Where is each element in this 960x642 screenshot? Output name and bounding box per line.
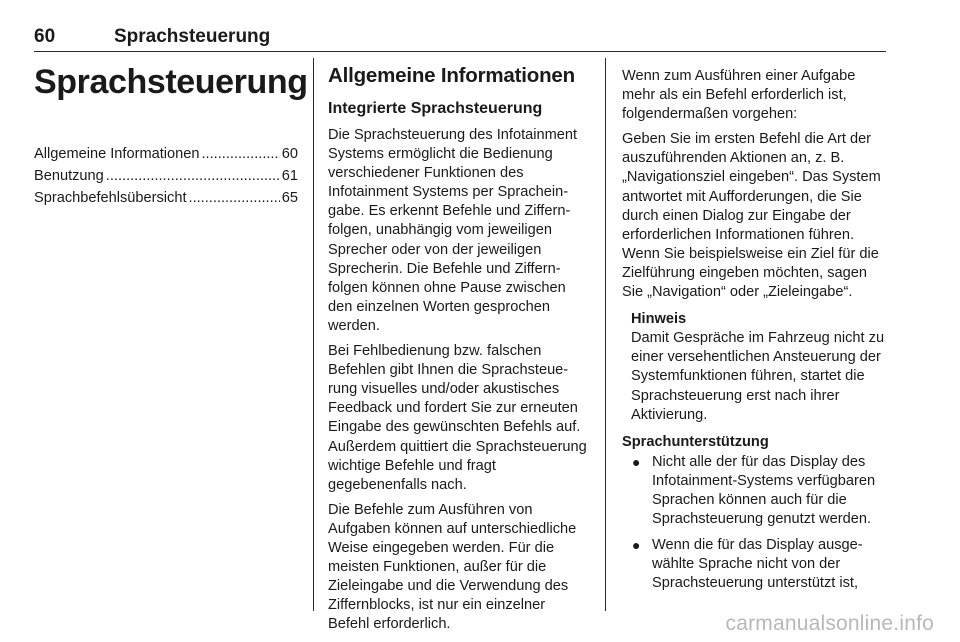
toc-entry[interactable] (34, 143, 298, 165)
toc-leader-dots (202, 143, 280, 165)
column-divider-right (605, 58, 606, 611)
column-divider-left (313, 58, 314, 611)
body-paragraph: Die Befehle zum Ausführen von Aufgaben können auf unterschiedliche Weise eingegeben werden. Für die meisten Funktionen, außer für die Zieleingabe und die Verwendung des Ziffernblocks, ist nur ein einzelner Befehl erforderlich. (328, 501, 577, 633)
chapter-title: Sprachsteuerung (34, 63, 308, 101)
column-right (622, 58, 888, 600)
note-box (631, 310, 888, 425)
column-main (328, 58, 590, 634)
list-item (622, 453, 888, 529)
body-paragraph: Die Sprachsteuerung des Infotainment Systems ermöglicht die Bedienung verschiedener Funktionen des Infotainment Systems per Spracheingabe. Es erkennt Befehle und Ziffernfolgen, unabhängig vom jeweiligen Sprecher oder von der jeweiligen Sprecherin. Die Befehle und Ziffernfolgen können ohne Pause zwischen den einzelnen Worten gesprochen werden. (328, 127, 578, 334)
watermark: carmanualsonline.info (725, 612, 934, 635)
toc-entry-page: 65 (281, 190, 298, 206)
table-of-contents (34, 143, 298, 209)
toc-leader-dots (106, 165, 280, 187)
header-title: Sprachsteuerung (114, 26, 271, 47)
toc-leader-dots (189, 187, 280, 209)
language-support-list (622, 453, 888, 594)
toc-entry-page: 61 (281, 168, 298, 184)
list-item (622, 536, 888, 593)
list-item-text: Nicht alle der für das Display des Infotainment-Systems verfügbaren Sprachen können auch für die Sprachsteuerung genutzt werden. (652, 453, 876, 528)
toc-entry[interactable] (34, 187, 298, 209)
page-header (34, 26, 886, 52)
toc-entry-title: Allgemeine Informationen (34, 146, 200, 162)
page-number: 60 (34, 26, 56, 47)
body-paragraph: Geben Sie im ersten Befehl die Art der auszuführenden Aktionen an, z. B. „Navigationsziel eingeben“. Das System antwortet mit Aufforderungen, die Sie durch einen Dialog zur Eingabe der erforderlichen Informationen führen. Wenn Sie beispielsweise ein Ziel für die Zielführung eingeben möchten, sagen Sie „Navigation“ oder „Zieleingabe“. (622, 131, 881, 301)
toc-entry-title: Sprachbefehlsübersicht (34, 190, 187, 206)
body-paragraph: Wenn zum Ausführen einer Aufgabe mehr als ein Befehl erforderlich ist, folgendermaßen vorgehen: (622, 68, 856, 123)
section-subtitle: Integrierte Sprachsteuerung (328, 100, 543, 117)
body-paragraph: Bei Fehlbedienung bzw. falschen Befehlen gibt Ihnen die Sprachsteuerung visuelles und/oder akustisches Feedback und fordert Sie zur erneuten Eingabe des gewünschten Befehls auf. Außerdem quittiert die Sprachsteuerung wichtige Befehle und fragt gegebenenfalls nach. (328, 343, 587, 493)
section-title: Allgemeine Informationen (328, 64, 575, 87)
note-body: Damit Gespräche im Fahrzeug nicht zu einer versehentlichen Ansteuerung der Systemfunktionen führen, startet die Sprachsteuerung erst nach ihrer Aktivierung. (631, 330, 885, 423)
language-support-heading: Sprachunterstützung (622, 433, 769, 450)
toc-entry-title: Benutzung (34, 168, 104, 184)
toc-entry[interactable] (34, 165, 298, 187)
toc-entry-page: 60 (281, 146, 298, 162)
bullet-icon: ● (632, 537, 641, 554)
column-toc (34, 58, 308, 209)
note-title: Hinweis (631, 311, 687, 328)
list-item-text: Wenn die für das Display ausgewählte Sprache nicht von der Sprachsteuerung unterstützt ist, (652, 537, 863, 592)
bullet-icon: ● (632, 453, 641, 470)
